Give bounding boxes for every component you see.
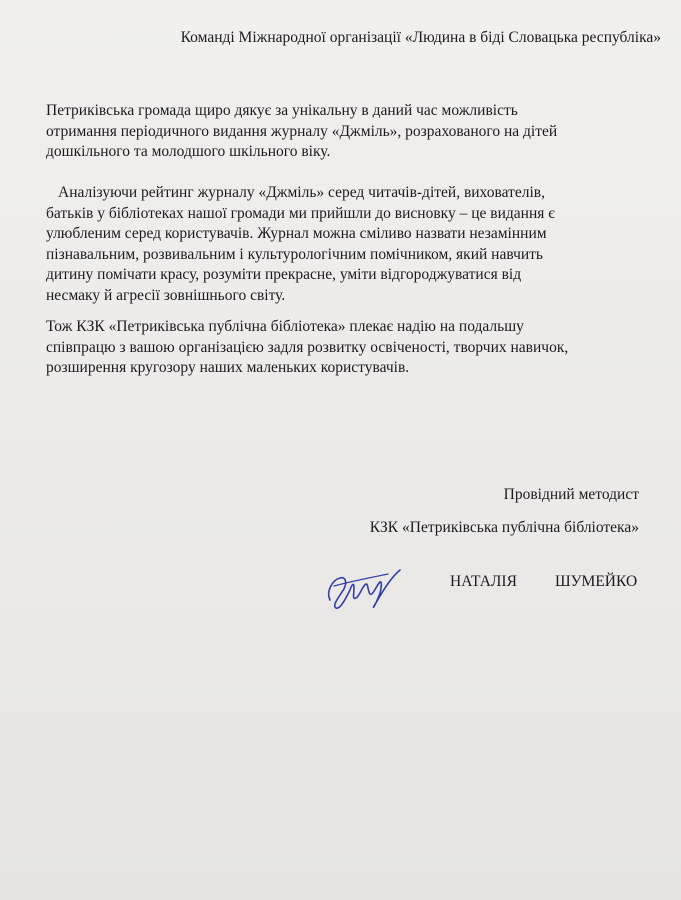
text-line: співпрацю з вашою організацією задля розвитку освіченості, творчих навичок, bbox=[46, 338, 569, 356]
paragraph-analysis bbox=[46, 183, 646, 306]
text-line: дитину помічати красу, розуміти прекрасне, уміти відгороджуватися від bbox=[46, 266, 522, 283]
text-line: улюбленим серед користувачів. Журнал можна сміливо назвати незамінним bbox=[46, 225, 547, 242]
text-line: пізнавальним, розвивальним і культурологічним помічником, який навчить bbox=[46, 245, 543, 263]
paragraph-gratitude bbox=[46, 101, 646, 163]
text-line: несмаку й агресії зовнішнього світу. bbox=[46, 286, 286, 304]
signer-name bbox=[450, 573, 637, 591]
signer-last-name: ШУМЕЙКО bbox=[554, 573, 638, 590]
text-line: отримання періодичного видання журналу «Джміль», розрахованого на дітей bbox=[46, 122, 558, 140]
text-line: розширення кругозору наших маленьких користувачів. bbox=[46, 359, 410, 376]
paragraph-cooperation bbox=[46, 317, 646, 379]
text-line: Аналізуючи рейтинг журналу «Джміль» серед читачів-дітей, вихователів, bbox=[58, 184, 545, 201]
signer-position: Провідний методист bbox=[503, 486, 639, 503]
signer-organization: КЗК «Петриківська публічна бібліотека» bbox=[369, 519, 639, 536]
signer-first-name: НАТАЛІЯ bbox=[450, 573, 517, 590]
handwritten-signature bbox=[318, 562, 402, 614]
addressee-line: Команді Міжнародної організації «Людина в біді Словацька республіка» bbox=[180, 29, 661, 46]
text-line: батьків у бібліотеках нашої громади ми прийшли до висновку – це видання є bbox=[46, 204, 555, 222]
text-line: Петриківська громада щиро дякує за унікальну в даний час можливість bbox=[46, 102, 518, 119]
text-line: Тож КЗК «Петриківська публічна бібліотека» плекає надію на подальшу bbox=[46, 318, 524, 335]
text-line: дошкільного та молодшого шкільного віку. bbox=[46, 143, 331, 160]
